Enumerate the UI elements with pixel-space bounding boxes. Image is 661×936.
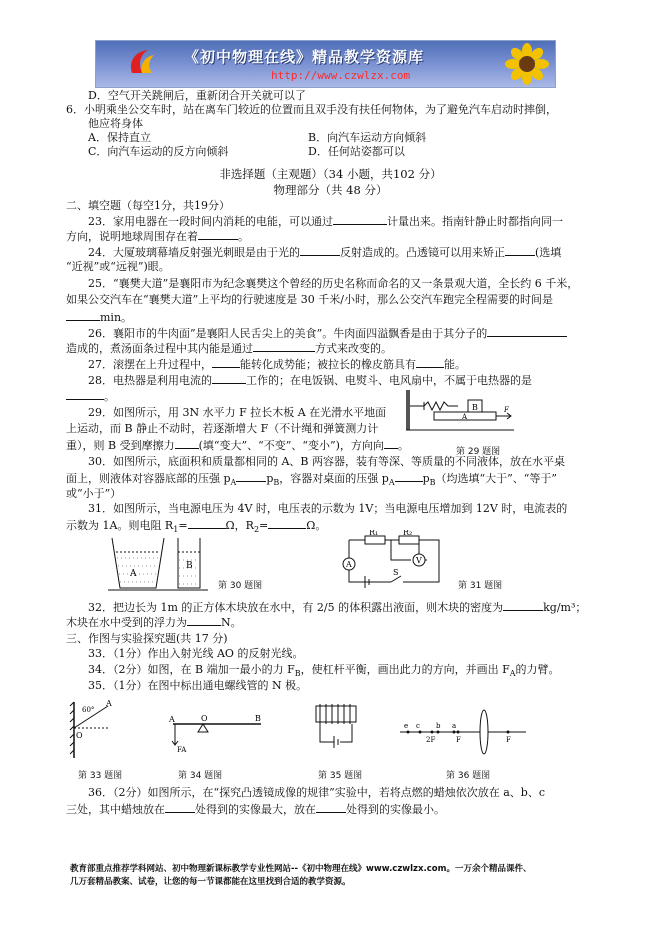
figure-35-solenoid xyxy=(306,702,370,754)
section-drawing-experiment: 三、作图与实验探究题(共 17 分) xyxy=(66,632,228,645)
battery-35-icon xyxy=(334,736,338,748)
q6-stem-cont: 他应将身体 xyxy=(88,117,143,130)
label-voltmeter: V xyxy=(416,556,422,565)
q25-line-2: 如果公交汽车在“襄樊大道”上平均的行驶速度是 30 千米/小时，那么公交汽车跑完全程需要的时间是 xyxy=(66,293,553,306)
resistor-r2 xyxy=(399,536,419,544)
figure-29 xyxy=(404,386,516,440)
section-fill-blank: 二、填空题（每空1分，共19分） xyxy=(66,199,230,212)
caption-fig-33: 第 33 题图 xyxy=(78,771,123,781)
label-c: c xyxy=(416,722,420,730)
q5-option-d: D．空气开关跳闸后，重新闭合开关就可以了 xyxy=(88,89,306,102)
label-ammeter: A xyxy=(346,560,352,569)
q31-line-1: 31．如图所示，当电源电压为 4V 时，电压表的示数为 1V；当电源电压增加到 12V 时，电流表的 xyxy=(88,502,568,515)
footer-line-2: 几万套精品教案、试卷，让您的每一节课都能在这里找到合适的教学资源。 xyxy=(70,877,351,887)
label-fa: FA xyxy=(177,746,187,754)
caption-fig-35: 第 35 题图 xyxy=(318,771,363,781)
label-b-29: B xyxy=(472,403,478,412)
q6-stem: 6．小明乘坐公交车时，站在离车门较近的位置而且双手没有扶任何物体，为了避免汽车启动时摔倒， xyxy=(66,103,557,116)
figure-30 xyxy=(108,534,208,592)
q30-line-1: 30．如图所示，底面积和质量都相同的 A、B 两容器，装有等深、等质量的不同液体，放在水平桌 xyxy=(88,455,566,468)
q32-line-1: 32．把边长为 1m 的正方体木块放在水中，有 2/5 的体积露出液面，则木块的密度为 kg/m³； xyxy=(88,601,587,614)
convex-lens-icon xyxy=(480,710,488,754)
q29-line-3: 重），则 B 受到摩擦力 (填“变大”、“不变”、“变小”)，方向向 。 xyxy=(66,439,409,452)
label-b-30: B xyxy=(186,561,193,571)
label-a-33: A xyxy=(106,699,112,708)
label-2f: 2F xyxy=(426,736,436,744)
q28-line-1: 28．电热器是利用电流的 工作的；在电饭锅、电熨斗、电风扇中，不属于电热器的是 xyxy=(88,374,532,387)
q25-line-3: min。 xyxy=(66,310,132,324)
label-b-34: B xyxy=(255,714,261,723)
label-a-34: A xyxy=(169,715,175,724)
section-heading-subjective: 非选择题（主观题）（34 小题，共102 分） xyxy=(219,167,442,181)
section-heading-physics: 物理部分（共 48 分） xyxy=(273,183,388,197)
header-banner xyxy=(95,40,556,88)
caption-fig-29: 第 29 题图 xyxy=(456,447,501,457)
q34-line: 34．（2分）如图，在 B 端加一最小的力 $F_B$，使杠杆平衡，画出此力的方向，并画出 $F_A$的力臂。 xyxy=(88,663,560,679)
q33-line: 33．（1分）作出入射光线 AO 的反射光线。 xyxy=(88,647,304,660)
figure-34-lever xyxy=(165,712,265,756)
q23-line-1: 23．家用电器在一段时间内消耗的电能，可以通过 计量出来。指南针静止时都指向同一 xyxy=(88,215,563,228)
q35-line: 35．（1分）在图中标出通电螺线管的 N 极。 xyxy=(88,679,308,692)
label-f-right: F xyxy=(506,736,511,744)
label-r1: R₁ xyxy=(369,530,379,537)
spring-scale-icon xyxy=(410,402,458,410)
figure-33-mirror xyxy=(68,698,118,760)
q26-line-1: 26．襄阳市的牛肉面”是襄阳人民舌尖上的美食”。牛肉面四溢飘香是由于其分子的 xyxy=(88,326,567,340)
q30-line-2: 面上，则液体对容器底部的压强 $p_A$ $p_B$，容器对桌面的压强 $p_A$ $p_B$（均选填“大于”、“等于” xyxy=(66,472,558,488)
q24-line-2: “近视”或“远视”)眼。 xyxy=(66,260,170,273)
label-f-left: F xyxy=(456,736,461,744)
caption-fig-36: 第 36 题图 xyxy=(446,771,491,781)
q6-option-a: A．保持直立 xyxy=(88,131,151,144)
q24-line-1: 24．大厦玻璃幕墙反射强光刺眼是由于光的 反射造成的。凸透镜可以用来矫正 (选填 xyxy=(88,246,562,259)
q36-line-1: 36．（2分）如图所示，在“探究凸透镜成像的规律”实验中，若将点燃的蜡烛依次放在 a、b、c xyxy=(88,786,545,799)
q25-line-1: 25．“襄樊大道”是襄阳市为纪念襄樊这个曾经的历史名称而命名的又一条景观大道，全长约 6 千米， xyxy=(88,277,579,290)
q6-option-d: D．任何站姿都可以 xyxy=(308,145,405,158)
resistor-r1 xyxy=(365,536,385,544)
wall-29 xyxy=(406,390,410,430)
label-r2: R₂ xyxy=(403,530,413,537)
footer-line-1: 教育部重点推荐学科网站、初中物理新课标教学专业性网站--《初中物理在线》www.czwlzx.com。一万余个精品课件、 xyxy=(70,864,532,874)
q6-option-c: C．向汽车运动的反方向倾斜 xyxy=(88,145,229,158)
label-o-33: O xyxy=(76,731,83,740)
label-f-29: F xyxy=(504,406,509,414)
q27-line: 27．滚摆在上升过程中， 能转化成势能；被拉长的橡皮筋具有 能。 xyxy=(88,358,466,371)
label-s: S xyxy=(393,568,399,577)
site-logo-icon xyxy=(126,47,156,77)
label-a-36: a xyxy=(452,722,457,730)
caption-fig-34: 第 34 题图 xyxy=(178,771,223,781)
banner-title: 《初中物理在线》精品教学资源库 xyxy=(184,48,425,66)
label-b-36: b xyxy=(436,722,441,730)
label-e: e xyxy=(404,722,409,730)
figure-31-circuit xyxy=(335,530,445,592)
q26-line-2: 造成的，煮汤面条过程中其内能是通过 方式来改变的。 xyxy=(66,342,392,355)
label-a-29: A xyxy=(462,413,468,421)
label-angle-60: 60° xyxy=(82,706,95,714)
label-o-34: O xyxy=(201,714,208,723)
banner-url[interactable]: http://www.czwlzx.com xyxy=(271,69,411,82)
q6-option-b: B．向汽车运动方向倾斜 xyxy=(308,131,427,144)
q30-line-3: 或“小于”） xyxy=(66,487,122,500)
q31-line-2: 示数为 1A。则电阻 $R_1= \Omega$，$R_2= \Omega$。 xyxy=(66,519,327,535)
q23-line-2: 方向，说明地球周围存在着 。 xyxy=(66,230,249,243)
q36-line-2: 三处，其中蜡烛放在 处得到的实像最大，放在 处得到的实像最小。 xyxy=(66,803,445,816)
caption-fig-30: 第 30 题图 xyxy=(218,581,263,591)
fulcrum xyxy=(198,724,208,732)
container-a xyxy=(112,538,164,588)
q29-line-1: 29．如图所示，用 3N 水平力 F 拉长木板 A 在光滑水平地面 xyxy=(88,406,387,419)
q28-line-2: 。 xyxy=(66,389,115,403)
q29-line-2: 上运动，而 B 静止不动时，若逐渐增大 F（不计绳和弹簧测力计 xyxy=(66,422,379,435)
caption-fig-31: 第 31 题图 xyxy=(458,581,503,591)
label-a-30: A xyxy=(130,569,137,579)
q32-line-2: 木块在水中受到的浮力为 N。 xyxy=(66,616,242,629)
figure-36-lens xyxy=(398,706,528,758)
sunflower-icon xyxy=(505,43,549,85)
